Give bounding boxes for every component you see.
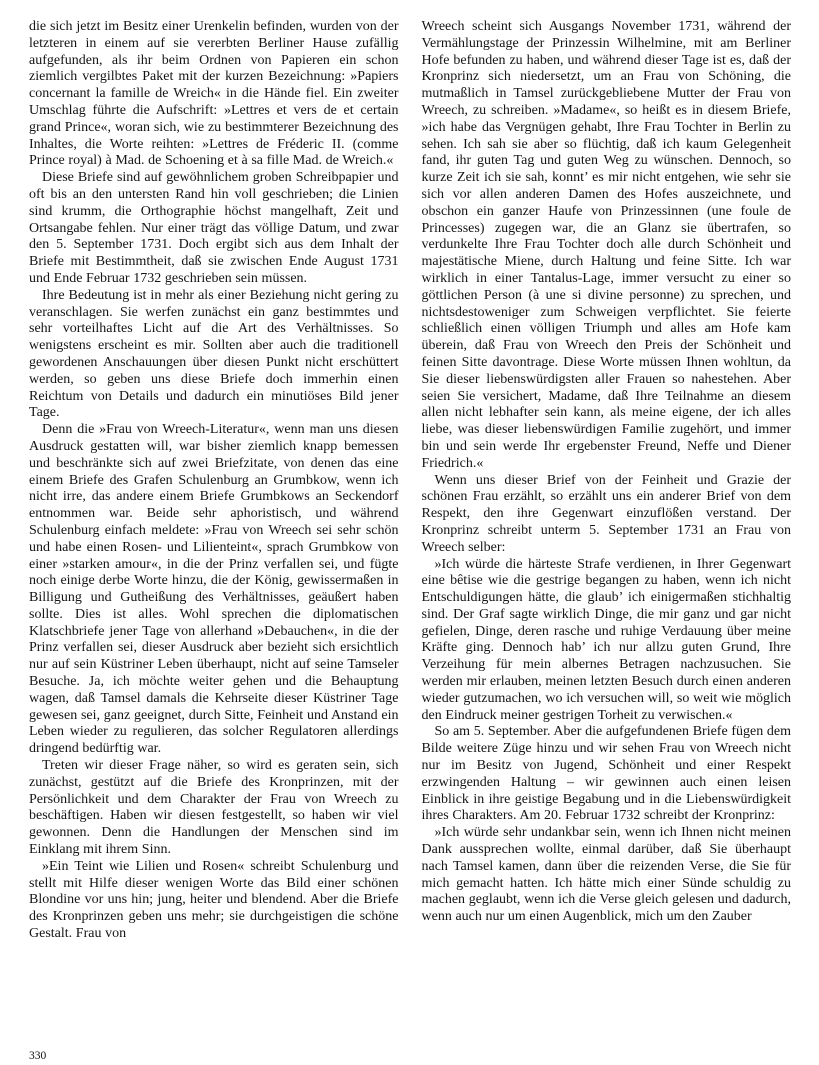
paragraph: »Ein Teint wie Lilien und Rosen« schreibt Schulenburg und stellt mit Hilfe dieser wenigen Worte das Bild einer schönen Blondine vor uns hin; jung, heiter und blendend. Aber die Briefe des Kronprinzen geben uns mehr; sie durchgeistigen die schöne Gestalt. Frau von [29, 858, 399, 942]
text-column-right [422, 19, 792, 943]
paragraph: Denn die »Frau von Wreech-Literatur«, wenn man uns diesen Ausdruck gestatten will, war bisher ziemlich knapp bemessen und beschränkte sich auf zwei Briefzitate, von denen das eine einem Briefe des Grafen Schulenburg an Grumbkow, wenn ich nicht irre, das andere einem Briefe Grumbkows an Seckendorf entnommen war. Beide sehr aphoristisch, und während Schulenburg einfach meldete: »Frau von Wreech sei sehr schön und habe einen Rosen- und Lilienteint«, sprach Grumbkow von einer »starken amour«, in die der Prinz verfallen sei, und fügte noch einige derbe Worte hinzu, die der König, gewissermaßen in Billigung und Gutheißung des Verhältnisses, geäußert haben sollte. Dies ist alles. Wohl sprechen die diplomatischen Klatschbriefe jener Tage von allerhand »Debauchen«, in die der Prinz verfallen sei, dieser Ausdruck aber bezieht sich ersichtlich nur auf sein Küstriner Leben überhaupt, nicht auf seine Tamseler Besuche. Ja, ich möchte weiter gehen und die Behauptung wagen, daß Tamsel damals die Kehrseite dieser Küstriner Tage gewesen sei, ganz geeignet, durch Sitte, Feinheit und Anstand ein Leben wieder zu regulieren, das solcher Regulatoren allerdings dringend bedürftig war. [29, 422, 399, 757]
paragraph: »Ich würde sehr undankbar sein, wenn ich Ihnen nicht meinen Dank aussprechen wollte, einmal darüber, daß Sie überhaupt nach Tamsel kamen, dann über die reizenden Verse, die Sie für mich gemacht hatten. Ich hätte mich einer Sünde schuldig zu machen geglaubt, wenn ich die Verse gleich gelesen und dadurch, wenn auch nur um einen Augenblick, mich um den Zauber [421, 825, 791, 925]
text-column-left [29, 19, 399, 943]
text-columns [29, 19, 791, 943]
paragraph: Wreech scheint sich Ausgangs November 1731, während der Vermählungstage der Prinzessin Wilhelmine, mit am Berliner Hofe befunden zu haben, und während dieser Tage ist es, daß der Kronprinz sich niedersetzt, um an Frau von Schöning, die mutmaßlich in Tamsel zurückgebliebene Mutter der Frau von Wreech, zu schreiben. »Madame«, so heißt es in diesem Briefe, »ich habe das Vergnügen gehabt, Ihre Frau Tochter in Berlin zu sehen. Ich sah sie aber so flüchtig, daß ich kaum Gelegenheit fand, ihr guten Tag und guten Weg zu wünschen. Dennoch, so kurze Zeit ich sie sah, konnt’ es mir nicht entgehen, wie sehr sie sich vor allen anderen Damen des Hofes auszeichnete, und obschon ein ganzer Haufe von Prinzessinnen (une foule de Princesses) zugegen war, die an Glanz sie übertrafen, so verdunkelte Ihre Frau Tochter doch alle durch Schönheit und majestätische Miene, durch Haltung und feine Sitte. Ich war wirklich in einer Tantalus-Lage, immer versucht zu einer so göttlichen Person (à une si divine personne) zu sprechen, und nichtsdestoweniger zum Schweigen verpflichtet. Sie feierte schließlich einen völligen Triumph und alles am Hofe kam überein, daß Frau von Wreech den Preis der Schönheit und feinen Sitte davontrage. Diese Worte müssen Ihnen wohltun, da Sie dieser liebenswürdigsten aller Frauen so nahestehen. Aber seien Sie versichert, Madame, daß Ihre Teilnahme an diesem allen nicht lebhafter sein kann, als meine eigene, der ich alles liebe, was dieser liebenswürdigen Familie zugehört, und immer bin und sein werde Ihr ergebenster Freund, Neffe und Diener Friedrich.« [421, 19, 791, 471]
paragraph: Wenn uns dieser Brief von der Feinheit und Grazie der schönen Frau erzählt, so erzählt uns ein anderer Brief von dem Respekt, den ihre Gegenwart einzuflößen verstand. Der Kronprinz schreibt unterm 5. September 1731 an Frau von Wreech selber: [421, 472, 791, 555]
paragraph: Treten wir dieser Frage näher, so wird es geraten sein, sich zunächst, gestützt auf die Briefe des Kronprinzen, mit der Persönlichkeit und dem Charakter der Frau von Wreech zu beschäftigen. Haben wir diesen festgestellt, so haben wir viel gewonnen. Denn die Handlungen der Menschen sind im Einklang mit ihrem Sinn. [29, 758, 399, 858]
paragraph: Ihre Bedeutung ist in mehr als einer Beziehung nicht gering zu veranschlagen. Sie werfen zunächst ein ganz bestimmtes und sehr vorteilhaftes Licht auf die Art des Verhältnisses. So wenigstens erscheint es mir. Sollten aber auch die traditionell gewordenen Anschauungen über diesen Punkt nicht erschüttert werden, so geben uns diese Briefe doch immerhin einen Reichtum von Details und dadurch ein minutiöses Bild jener Tage. [29, 287, 399, 421]
page-number: 330 [29, 1050, 47, 1062]
paragraph: die sich jetzt im Besitz einer Urenkelin befinden, wurden von der letzteren in einem auf sie vererbten Berliner Hause zufällig aufgefunden, als ihr beim Ordnen von Papieren ein schon ziemlich vergilbtes Paket mit der kurzen Bezeichnung: »Papiers concernant la famille de Wreich« in die Hände fiel. Ein zweiter Umschlag führte die Aufschrift: »Lettres et vers de et certain grand Prince«, woran sich, wie zu bestimmterer Bezeichnung des Inhaltes, die Worte reihten: »Lettres de Fréderic II. (comme Prince royal) à Mad. de Schoening et à sa fille Mad. de Wreich.« [29, 19, 399, 169]
paragraph: So am 5. September. Aber die aufgefundenen Briefe fügen dem Bilde weitere Züge hinzu und wir sehen Frau von Wreech nicht nur im Besitz von Jugend, Schönheit und einer Respekt erzwingenden Haltung – wir gewinnen auch einen leisen Einblick in ihre geistige Begabung und in die Liebenswürdigkeit ihres Charakters. Am 20. Februar 1732 schreibt der Kronprinz: [421, 724, 791, 824]
paragraph: Diese Briefe sind auf gewöhnlichem groben Schreibpapier und oft bis an den untersten Rand hin voll geschrieben; die Linien sind krumm, die Orthographie höchst mangelhaft, Zeit und Ortsangabe fehlen. Nur einer trägt das völlige Datum, und zwar den 5. September 1731. Doch ergibt sich aus dem Inhalt der Briefe mit Bestimmtheit, daß sie zwischen Ende August 1731 und Ende Februar 1732 geschrieben sein müssen. [29, 170, 399, 286]
paragraph: »Ich würde die härteste Strafe verdienen, in Ihrer Gegenwart eine bêtise wie die gestrige begangen zu haben, wenn ich nicht Entschuldigungen hätte, die glaub’ ich einigermaßen stichhaltig sind. Der Graf sagte wirklich Dinge, die mir ganz und gar nicht gefielen, Dinge, deren rasche und ruhige Verdauung über meine Kräfte ging. Dennoch hab’ ich nur allzu guten Grund, Ihre Verzeihung für mein albernes Betragen nachzusuchen. Sie werden mir erlauben, meinen letzten Besuch durch einen anderen wieder gutzumachen, wo ich versuchen will, so weit wie möglich den Eindruck meiner gestrigen Torheit zu verwischen.« [421, 556, 791, 723]
